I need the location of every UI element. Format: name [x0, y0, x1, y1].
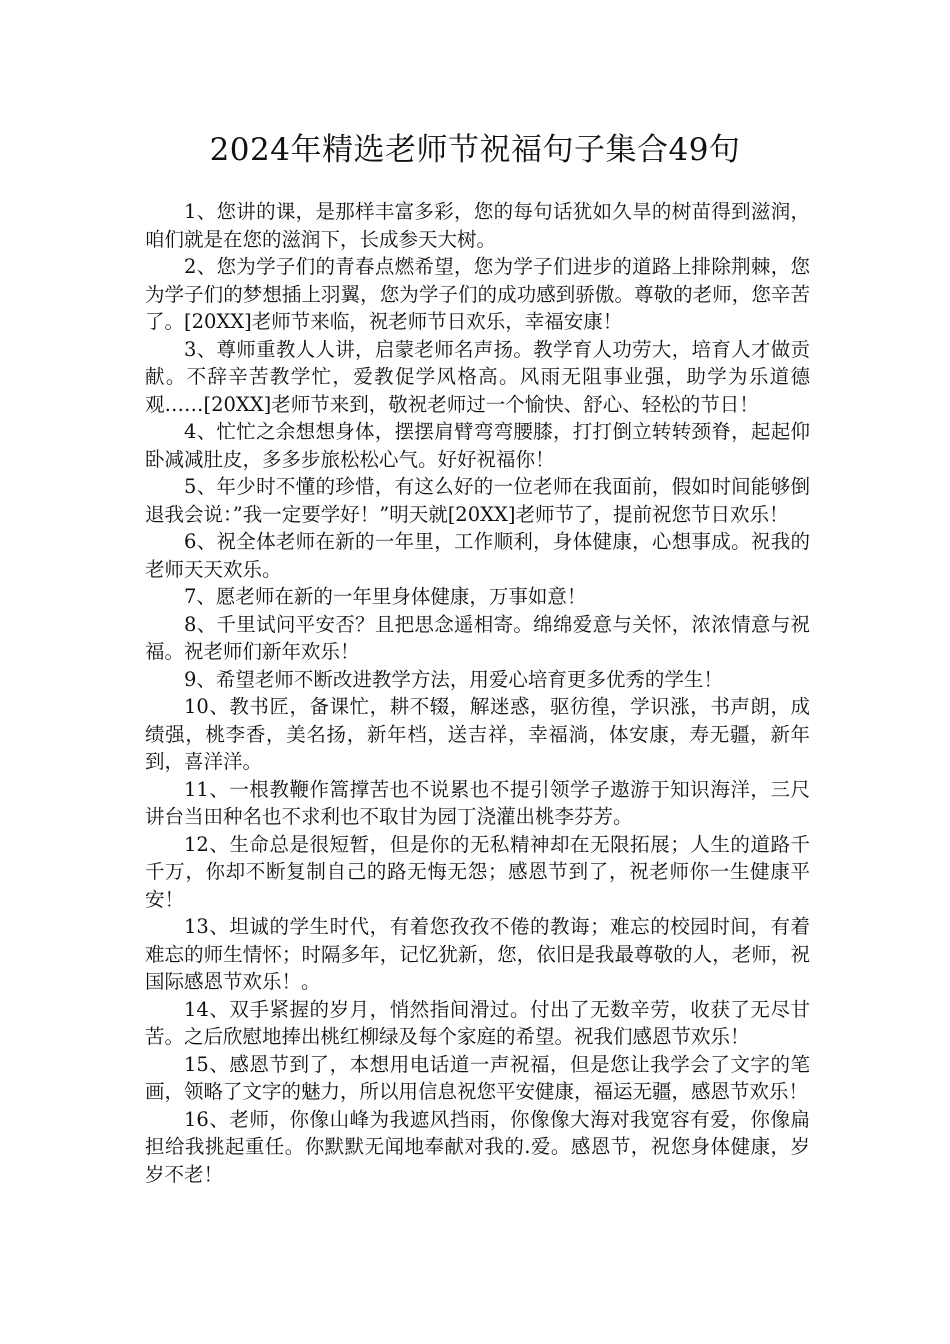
paragraph-10: 10、教书匠，备课忙，耕不辍，解迷惑，驱彷徨，学识涨，书声朗，成绩强，桃李香，美名扬，新年档，送吉祥，幸福淌，体安康，寿无疆，新年到，喜洋洋。	[145, 695, 810, 773]
document-body	[145, 198, 810, 1188]
paragraph-1: 1、您讲的课，是那样丰富多彩，您的每句话犹如久旱的树苗得到滋润，咱们就是在您的滋润下，长成参天大树。	[145, 200, 810, 251]
paragraph-6: 6、祝全体老师在新的一年里，工作顺利，身体健康，心想事成。祝我的老师天天欢乐。	[145, 530, 810, 581]
paragraph-12: 12、生命总是很短暂，但是你的无私精神却在无限拓展；人生的道路千千万，你却不断复制自己的路无悔无怨；感恩节到了，祝老师你一生健康平安！	[145, 832, 810, 911]
paragraph-16: 16、老师，你像山峰为我遮风挡雨，你像像大海对我宽容有爱，你像扁担给我挑起重任。你默默无闻地奉献对我的.爱。感恩节，祝您身体健康，岁岁不老！	[145, 1107, 810, 1186]
paragraph-14: 14、双手紧握的岁月，悄然指间滑过。付出了无数辛劳，收获了无尽甘苦。之后欣慰地捧出桃红柳绿及每个家庭的希望。祝我们感恩节欢乐！	[145, 997, 810, 1048]
paragraph-2: 2、您为学子们的青春点燃希望，您为学子们进步的道路上排除荆棘，您为学子们的梦想插上羽翼，您为学子们的成功感到骄傲。尊敬的老师，您辛苦了。[20XX]老师节来临，祝老师节日欢乐，幸福安康！	[145, 255, 810, 333]
paragraph-8: 8、千里试问平安否？且把思念遥相寄。绵绵爱意与关怀，浓浓情意与祝福。祝老师们新年欢乐！	[145, 612, 810, 663]
paragraph-3: 3、尊师重教人人讲，启蒙老师名声扬。教学育人功劳大，培育人才做贡献。不辞辛苦教学忙，爱教促学风格高。风雨无阻事业强，助学为乐道德观……[20XX]老师节来到，敬祝老师过一个愉快、舒心、轻松的节日！	[145, 337, 810, 416]
paragraph-5: 5、年少时不懂的珍惜，有这么好的一位老师在我面前，假如时间能够倒退我会说：”我一定要学好！”明天就[20XX]老师节了，提前祝您节日欢乐！	[145, 475, 810, 526]
paragraph-4: 4、忙忙之余想想身体，摆摆肩臂弯弯腰膝，打打倒立转转颈脊，起起仰卧减减肚皮，多多步旅松松心气。好好祝福你！	[145, 420, 810, 471]
paragraph-13: 13、坦诚的学生时代，有着您孜孜不倦的教诲；难忘的校园时间，有着难忘的师生情怀；时隔多年，记忆犹新，您，依旧是我最尊敬的人，老师，祝国际感恩节欢乐！。	[145, 915, 810, 993]
paragraph-15: 15、感恩节到了，本想用电话道一声祝福，但是您让我学会了文字的笔画，领略了文字的魅力，所以用信息祝您平安健康，福运无疆，感恩节欢乐！	[145, 1052, 810, 1103]
paragraph-11: 11、一根教鞭作篙撑苦也不说累也不提引领学子遨游于知识海洋，三尺讲台当田种名也不求利也不取甘为园丁浇灌出桃李芬芳。	[145, 777, 810, 828]
document-title: 2024年精选老师节祝福句子集合49句	[209, 132, 741, 168]
paragraph-9: 9、希望老师不断改进教学方法，用爱心培育更多优秀的学生！	[184, 667, 723, 691]
paragraph-7: 7、愿老师在新的一年里身体健康，万事如意！	[184, 585, 587, 608]
